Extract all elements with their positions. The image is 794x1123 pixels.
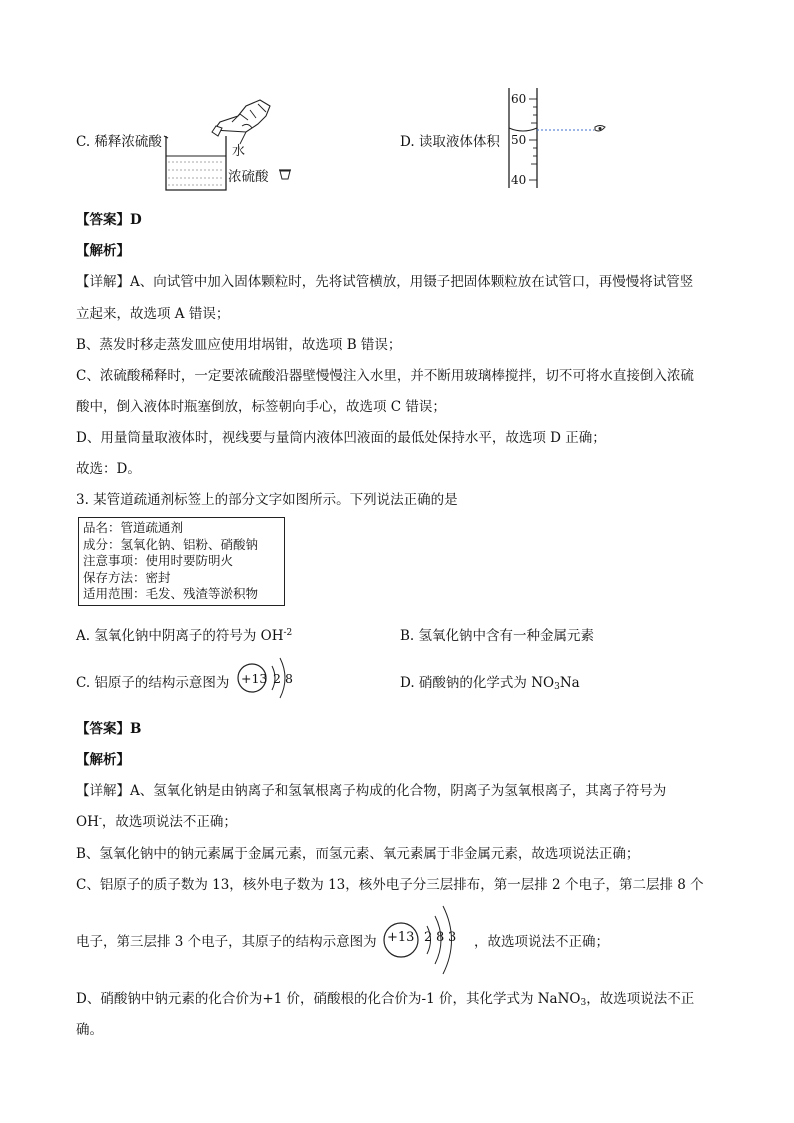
- q2-conclusion: 故选：D。: [76, 461, 141, 477]
- detail-6-text: D、硝酸钠中钠元素的化合价为+1 价，硝酸根的化合价为-1 价，其化学式为 NaNO: [76, 991, 581, 1007]
- q3-detail-6: [76, 987, 694, 1008]
- tick-60: 60: [511, 92, 527, 106]
- product-label-box: [78, 517, 285, 606]
- detail-6-suffix: ，故选项说法不正: [586, 991, 695, 1007]
- q3-detail-7: 确。: [76, 1022, 103, 1038]
- detail-2-suffix: ，故选项说法不正确；: [101, 814, 237, 830]
- q3-option-a: [76, 624, 292, 644]
- q3-detail-3: B、氢氧化钠中的钠元素属于金属元素，而氢元素、氧元素属于非金属元素，故选项说法正确；: [76, 846, 640, 862]
- water-label: 水: [232, 144, 246, 159]
- label-line: 成分：氢氧化钠、铝粉、硝酸钠: [83, 536, 259, 552]
- tick-50: 50: [511, 133, 527, 147]
- acid-label: 浓硫酸: [228, 169, 269, 185]
- q2-detail-5: 酸中，倒入液体时瓶塞倒放，标签朝向手心，故选项 C 错误；: [76, 399, 446, 415]
- atom-full-shell-1: 2: [424, 930, 433, 945]
- label-line: 品名：管道疏通剂: [83, 520, 184, 535]
- label-line: 保存方法：密封: [83, 569, 171, 585]
- bottle-stopper-icon: [278, 167, 292, 185]
- q3-detail-4: C、铝原子的质子数为 13，核外电子数为 13，核外电子分三层排布，第一层排 2 个电子，第二层排 8 个: [76, 877, 704, 893]
- q2-detail-3: B、蒸发时移走蒸发皿应使用坩埚钳，故选项 B 错误；: [76, 337, 402, 353]
- q3-answer: 【答案】B: [76, 721, 142, 737]
- label-line: 适用范围：毛发、残渣等淤积物: [83, 586, 259, 601]
- q2-detail-1: 【详解】A、向试管中加入固体颗粒时，先将试管横放，用镊子把固体颗粒放在试管口，再慢慢将试管竖: [76, 274, 694, 290]
- q2-analysis-heading: 【解析】: [76, 243, 130, 259]
- atom-c-shell-2: 8: [285, 671, 293, 686]
- option-d-label: D. 读取液体体积: [400, 134, 500, 150]
- q3-analysis-heading: 【解析】: [76, 752, 130, 768]
- q3-option-d: [400, 671, 580, 692]
- hydroxide-symbol: OH: [76, 814, 99, 830]
- atom-c-nucleus: +13: [241, 671, 268, 686]
- nitrate-subscript: 3: [580, 998, 587, 1008]
- q3-detail-2: [76, 810, 237, 830]
- option-a-text: A. 氢氧化钠中阴离子的符号为 OH: [76, 628, 284, 644]
- hydroxide-charge: -: [98, 814, 102, 824]
- q3-detail-1: 【详解】A、氢氧化钠是由钠离子和氢氧根离子构成的化合物，阴离子为氢氧根离子，其离子符号为: [76, 783, 667, 799]
- q2-detail-2: 立起来，故选项 A 错误；: [76, 306, 230, 322]
- q2-detail-4: C、浓硫酸稀释时，一定要浓硫酸沿器壁慢慢注入水里，并不断用玻璃棒搅拌，切不可将水直接倒入浓硫: [76, 368, 694, 384]
- q3-detail-5: 电子，第三层排 3 个电子，其原子的结构示意图为: [76, 934, 377, 950]
- label-line: 注意事项：使用时要防明火: [83, 553, 234, 568]
- q3-detail-5-suffix: ，故选项说法不正确；: [474, 934, 609, 950]
- atom-full-shell-3: 3: [448, 930, 457, 945]
- option-c-label: C. 稀释浓硫酸: [76, 134, 162, 150]
- option-d-text: D. 硝酸钠的化学式为 NO: [400, 675, 555, 691]
- atom-c-shell-1: 2: [273, 671, 281, 686]
- atom-full-shell-2: 8: [436, 930, 445, 945]
- option-a-charge: -2: [283, 628, 293, 638]
- q3-stem: 3. 某管道疏通剂标签上的部分文字如图所示。下列说法正确的是: [76, 492, 458, 508]
- q3-option-b: B. 氢氧化钠中含有一种金属元素: [400, 628, 595, 644]
- tick-40: 40: [511, 173, 527, 187]
- q2-detail-6: D、用量筒量取液体时，视线要与量筒内液体凹液面的最低处保持水平，故选项 D 正确；: [76, 430, 606, 446]
- option-d-suffix: Na: [559, 675, 580, 691]
- q2-answer: 【答案】D: [76, 212, 142, 228]
- atom-full-nucleus: +13: [387, 930, 415, 945]
- option-d-subscript: 3: [554, 682, 560, 692]
- q3-option-c: C. 铝原子的结构示意图为: [76, 675, 230, 691]
